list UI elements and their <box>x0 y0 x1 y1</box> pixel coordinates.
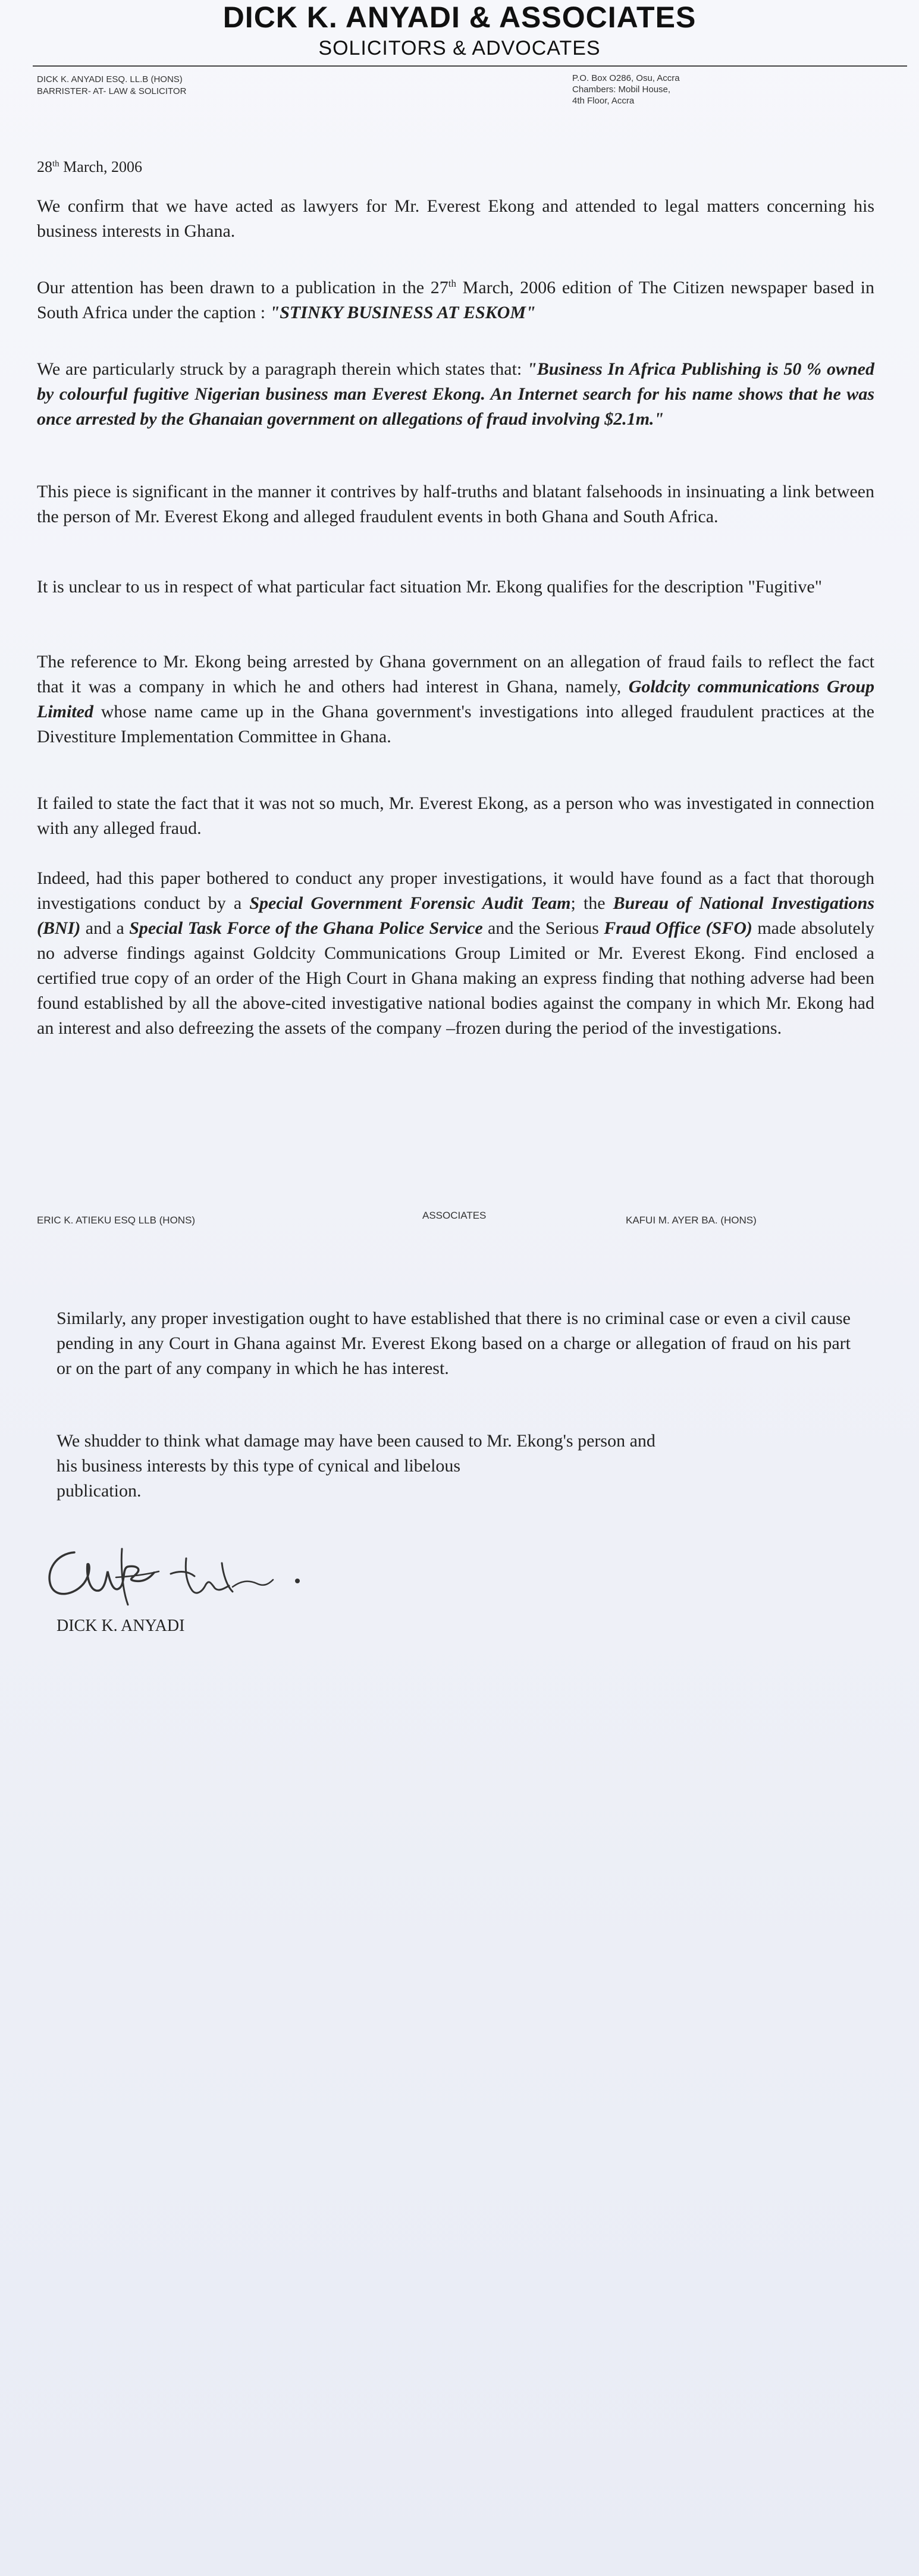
paragraph-10: We shudder to think what damage may have been caused to Mr. Ekong's person and his business interests by this type of cynical and libelous publication. <box>57 1431 655 1501</box>
paragraph-5: It is unclear to us in respect of what particular fact situation Mr. Ekong qualifies for the description "Fugitive" <box>37 577 822 597</box>
principal-name: DICK K. ANYADI ESQ. LL.B (HONS) <box>37 74 183 84</box>
letter-date: 28th March, 2006 <box>37 158 143 175</box>
firm-tagline: SOLICITORS & ADVOCATES <box>318 37 601 59</box>
quoted-passage: "Business In Africa Publishing is 50 % owned by colourful fugitive Nigerian business man Everest Ekong. An Internet search for his name shows that he was once arrested by the Ghanaian government on allegations of fraud involving $2.1m." <box>37 359 874 429</box>
paragraph-7: It failed to state the fact that it was not so much, Mr. Everest Ekong, as a person who was investigated in connection with any alleged fraud. <box>37 793 874 838</box>
address-line: Chambers: Mobil House, <box>572 84 671 95</box>
paragraph-3: We are particularly struck by a paragraph therein which states that: "Business In Africa Publishing is 50 % owned by colourful fugitive Nigerian business man Everest Ekong. An Internet search for his name shows that he was once arrested by the Ghanaian government on allegations of fraud involving $2.1m." <box>37 359 874 429</box>
paragraph-6: The reference to Mr. Ekong being arrested by Ghana government on an allegation of fraud fails to reflect the fact that it was a company in which he and others had interest in Ghana, namely, Goldcity communications Group Limited whose name came up in the Ghana government's investigations into alleged fraudulent practices at the Divestiture Implementation Committee in Ghana. <box>37 652 875 746</box>
signatory-name: DICK K. ANYADI <box>57 1617 185 1635</box>
letterhead-address <box>572 73 680 106</box>
associate-right: KAFUI M. AYER BA. (HONS) <box>626 1215 757 1226</box>
letterhead-divider <box>33 65 907 67</box>
paragraph-2: Our attention has been drawn to a publication in the 27th March, 2006 edition of The Citizen newspaper based in South Africa under the caption : "STINKY BUSINESS AT ESKOM" <box>37 278 874 322</box>
address-line: P.O. Box O286, Osu, Accra <box>572 73 680 83</box>
address-line: 4th Floor, Accra <box>572 96 635 106</box>
company-name: Goldcity communications Group Limited <box>37 677 875 721</box>
associates-heading: ASSOCIATES <box>422 1210 487 1221</box>
principal-title: BARRISTER- AT- LAW & SOLICITOR <box>37 86 187 96</box>
paragraph-9: Similarly, any proper investigation ought to have established that there is no criminal case or even a civil cause pending in any Court in Ghana against Mr. Everest Ekong based on a charge or allegation of fraud on his part or on the part of any company in which he has interest. <box>57 1309 851 1378</box>
letterhead-left-info <box>37 74 186 98</box>
paragraph-4: This piece is significant in the manner it contrives by half-truths and blatant falsehoods in insinuating a link between the person of Mr. Everest Ekong and alleged fraudulent events in both Ghana and South Africa. <box>37 482 874 526</box>
article-caption: "STINKY BUSINESS AT ESKOM" <box>269 303 536 322</box>
paragraph-8: Indeed, had this paper bothered to conduct any proper investigations, it would have found as a fact that thorough investigations conduct by a Special Government Forensic Audit Team; the Bureau of National Investigations (BNI) and a Special Task Force of the Ghana Police Service and the Serious Fraud Office (SFO) made absolutely no adverse findings against Goldcity Communications Group Limited or Mr. Everest Ekong. Find enclosed a certified true copy of an order of the High Court in Ghana making an express finding that nothing adverse had been found established by all the above-cited investigative national bodies against the company in which Mr. Ekong had an interest and also defreezing the assets of the company –frozen during the period of the investigations. <box>37 868 875 1038</box>
associate-left: ERIC K. ATIEKU ESQ LLB (HONS) <box>37 1215 196 1226</box>
handwritten-signature <box>33 1529 342 1621</box>
paragraph-1: We confirm that we have acted as lawyers for Mr. Everest Ekong and attended to legal matters concerning his business interests in Ghana. <box>37 196 874 241</box>
firm-name: DICK K. ANYADI & ASSOCIATES <box>222 1 697 34</box>
